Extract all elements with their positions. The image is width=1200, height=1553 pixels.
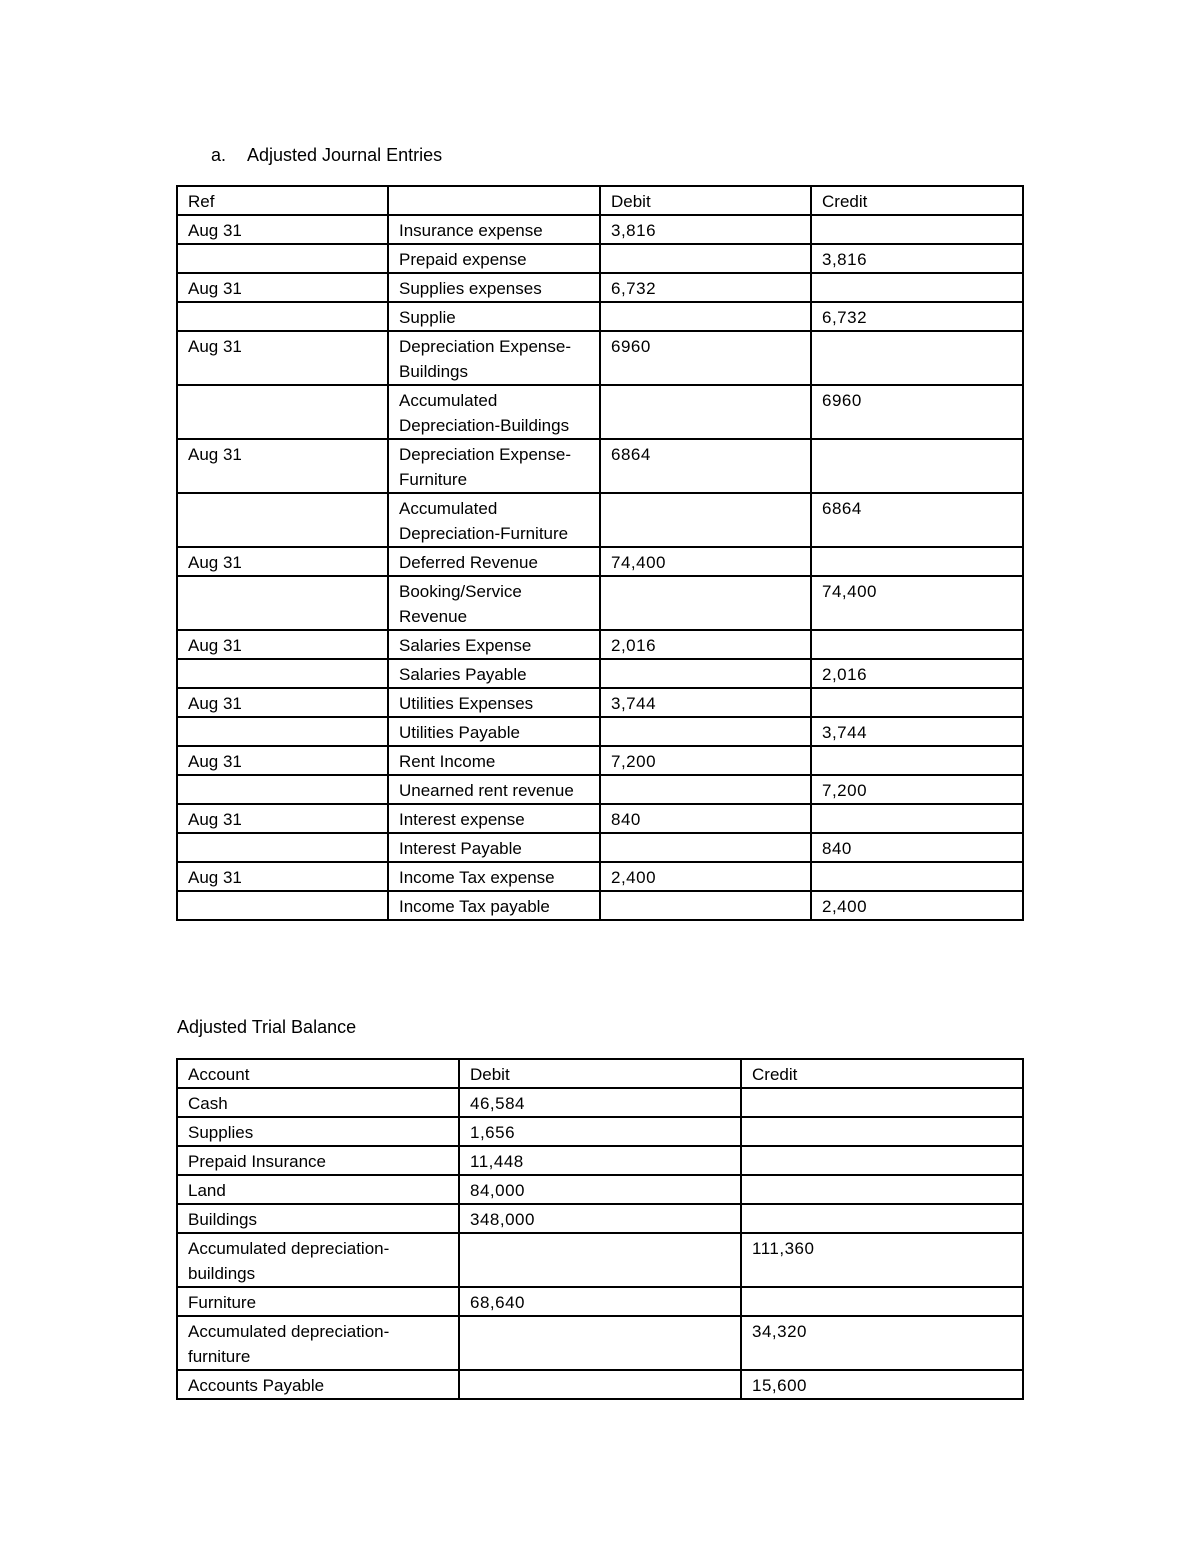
- table-row: [177, 576, 1023, 630]
- cell-credit: 2,016: [811, 659, 1023, 688]
- cell-account: Booking/Service Revenue: [388, 576, 600, 630]
- cell-credit: 6864: [811, 493, 1023, 547]
- cell-credit: [741, 1146, 1023, 1175]
- cell-debit: [459, 1316, 741, 1370]
- cell-credit: 3,744: [811, 717, 1023, 746]
- cell-ref: Aug 31: [177, 688, 388, 717]
- cell-account: Prepaid Insurance: [177, 1146, 459, 1175]
- cell-credit: [741, 1088, 1023, 1117]
- cell-account: Interest expense: [388, 804, 600, 833]
- table-row: [177, 273, 1023, 302]
- cell-ref: Aug 31: [177, 746, 388, 775]
- cell-account: Income Tax expense: [388, 862, 600, 891]
- trial-table-body: [177, 1059, 1023, 1399]
- header-debit: Debit: [600, 186, 811, 215]
- cell-account: Interest Payable: [388, 833, 600, 862]
- cell-credit: [811, 547, 1023, 576]
- table-row: [177, 1204, 1023, 1233]
- cell-debit: 840: [600, 804, 811, 833]
- trial-balance-table: [176, 1058, 1024, 1400]
- cell-ref: [177, 659, 388, 688]
- cell-debit: [459, 1370, 741, 1399]
- cell-account: Accumulated Depreciation-Furniture: [388, 493, 600, 547]
- cell-credit: [811, 862, 1023, 891]
- table-row: [177, 717, 1023, 746]
- cell-account: Insurance expense: [388, 215, 600, 244]
- table-row: [177, 630, 1023, 659]
- cell-account: Accumulated depreciation-buildings: [177, 1233, 459, 1287]
- cell-ref: [177, 891, 388, 920]
- cell-credit: 3,816: [811, 244, 1023, 273]
- cell-credit: [811, 746, 1023, 775]
- cell-debit: 46,584: [459, 1088, 741, 1117]
- cell-debit: 3,816: [600, 215, 811, 244]
- table-row: [177, 1175, 1023, 1204]
- cell-debit: 68,640: [459, 1287, 741, 1316]
- cell-credit: 2,400: [811, 891, 1023, 920]
- table-row: [177, 1287, 1023, 1316]
- header-ref: Ref: [177, 186, 388, 215]
- cell-credit: [811, 215, 1023, 244]
- table-row: [177, 331, 1023, 385]
- cell-account: Utilities Expenses: [388, 688, 600, 717]
- journal-table-body: [177, 186, 1023, 920]
- cell-credit: [811, 331, 1023, 385]
- cell-ref: Aug 31: [177, 273, 388, 302]
- cell-credit: 111,360: [741, 1233, 1023, 1287]
- cell-debit: [600, 891, 811, 920]
- cell-account: Supplies expenses: [388, 273, 600, 302]
- cell-credit: 6960: [811, 385, 1023, 439]
- cell-debit: 84,000: [459, 1175, 741, 1204]
- cell-account: Accumulated Depreciation-Buildings: [388, 385, 600, 439]
- cell-credit: 840: [811, 833, 1023, 862]
- cell-debit: [600, 493, 811, 547]
- table-row: [177, 547, 1023, 576]
- cell-credit: [811, 688, 1023, 717]
- cell-account: Cash: [177, 1088, 459, 1117]
- table-row: [177, 1146, 1023, 1175]
- cell-debit: [600, 775, 811, 804]
- cell-credit: 6,732: [811, 302, 1023, 331]
- cell-debit: [600, 244, 811, 273]
- cell-account: Depreciation Expense-Furniture: [388, 439, 600, 493]
- cell-ref: [177, 493, 388, 547]
- cell-debit: 6960: [600, 331, 811, 385]
- cell-debit: [600, 385, 811, 439]
- cell-debit: 348,000: [459, 1204, 741, 1233]
- table-row: [177, 804, 1023, 833]
- trial-balance-title: Adjusted Trial Balance: [177, 1017, 357, 1037]
- cell-account: Furniture: [177, 1287, 459, 1316]
- cell-account: Salaries Payable: [388, 659, 600, 688]
- cell-credit: 15,600: [741, 1370, 1023, 1399]
- table-row: [177, 891, 1023, 920]
- cell-debit: [600, 576, 811, 630]
- cell-ref: [177, 385, 388, 439]
- cell-ref: Aug 31: [177, 804, 388, 833]
- cell-account: Accounts Payable: [177, 1370, 459, 1399]
- table-row: [177, 746, 1023, 775]
- cell-ref: Aug 31: [177, 862, 388, 891]
- cell-ref: [177, 576, 388, 630]
- cell-ref: Aug 31: [177, 215, 388, 244]
- cell-debit: [600, 659, 811, 688]
- header-credit: Credit: [741, 1059, 1023, 1088]
- cell-debit: 6864: [600, 439, 811, 493]
- cell-ref: [177, 717, 388, 746]
- cell-ref: Aug 31: [177, 547, 388, 576]
- cell-ref: [177, 244, 388, 273]
- table-row: [177, 659, 1023, 688]
- table-row: [177, 1370, 1023, 1399]
- cell-debit: 7,200: [600, 746, 811, 775]
- cell-account: Land: [177, 1175, 459, 1204]
- header-account: [388, 186, 600, 215]
- table-row: [177, 775, 1023, 804]
- cell-credit: [811, 630, 1023, 659]
- cell-debit: 11,448: [459, 1146, 741, 1175]
- cell-credit: [741, 1204, 1023, 1233]
- cell-account: Income Tax payable: [388, 891, 600, 920]
- cell-ref: Aug 31: [177, 439, 388, 493]
- cell-account: Supplie: [388, 302, 600, 331]
- cell-debit: [600, 833, 811, 862]
- cell-debit: [459, 1233, 741, 1287]
- cell-debit: 3,744: [600, 688, 811, 717]
- table-row: [177, 1233, 1023, 1287]
- cell-credit: 34,320: [741, 1316, 1023, 1370]
- cell-account: Prepaid expense: [388, 244, 600, 273]
- journal-heading: [211, 144, 442, 166]
- cell-credit: [741, 1117, 1023, 1146]
- table-row: [177, 302, 1023, 331]
- table-row: [177, 1316, 1023, 1370]
- table-row: [177, 215, 1023, 244]
- cell-debit: [600, 302, 811, 331]
- cell-credit: [811, 439, 1023, 493]
- table-row: [177, 385, 1023, 439]
- table-row: [177, 833, 1023, 862]
- list-marker: a.: [211, 145, 227, 165]
- cell-debit: 6,732: [600, 273, 811, 302]
- table-row: [177, 862, 1023, 891]
- cell-account: Deferred Revenue: [388, 547, 600, 576]
- table-row: [177, 439, 1023, 493]
- cell-ref: [177, 775, 388, 804]
- cell-ref: Aug 31: [177, 630, 388, 659]
- cell-ref: [177, 833, 388, 862]
- cell-account: Supplies: [177, 1117, 459, 1146]
- cell-debit: 74,400: [600, 547, 811, 576]
- header-account: Account: [177, 1059, 459, 1088]
- journal-title: Adjusted Journal Entries: [247, 145, 443, 165]
- cell-debit: 2,400: [600, 862, 811, 891]
- table-row: [177, 1088, 1023, 1117]
- cell-debit: 1,656: [459, 1117, 741, 1146]
- cell-credit: [741, 1175, 1023, 1204]
- cell-credit: [811, 804, 1023, 833]
- table-header-row: [177, 1059, 1023, 1088]
- table-row: [177, 493, 1023, 547]
- header-debit: Debit: [459, 1059, 741, 1088]
- cell-credit: [741, 1287, 1023, 1316]
- cell-account: Salaries Expense: [388, 630, 600, 659]
- cell-account: Buildings: [177, 1204, 459, 1233]
- cell-debit: 2,016: [600, 630, 811, 659]
- table-row: [177, 244, 1023, 273]
- table-row: [177, 1117, 1023, 1146]
- cell-account: Accumulated depreciation-furniture: [177, 1316, 459, 1370]
- cell-ref: [177, 302, 388, 331]
- cell-debit: [600, 717, 811, 746]
- cell-account: Unearned rent revenue: [388, 775, 600, 804]
- cell-account: Rent Income: [388, 746, 600, 775]
- journal-entries-table: [176, 185, 1024, 921]
- table-row: [177, 688, 1023, 717]
- cell-credit: 7,200: [811, 775, 1023, 804]
- cell-credit: [811, 273, 1023, 302]
- cell-account: Utilities Payable: [388, 717, 600, 746]
- cell-credit: 74,400: [811, 576, 1023, 630]
- cell-ref: Aug 31: [177, 331, 388, 385]
- cell-account: Depreciation Expense-Buildings: [388, 331, 600, 385]
- table-header-row: [177, 186, 1023, 215]
- header-credit: Credit: [811, 186, 1023, 215]
